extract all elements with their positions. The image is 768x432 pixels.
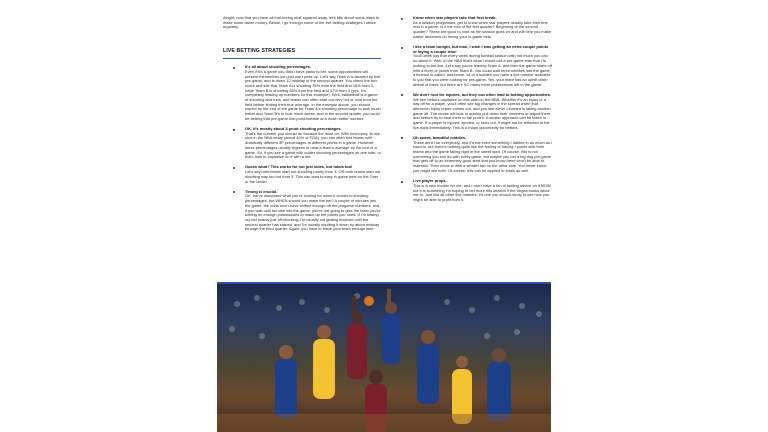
item-body: This is a new frontier for me, and I don't have a ton of betting advice on it NOW, but it is something I'm hoping to bet more this season if the Vegas books allow me to. Just like all other live markets, it's one you should study to see how you might be able to profit from it. <box>413 182 552 202</box>
section-title: LIVE BETTING STRATEGIES <box>223 48 296 55</box>
basketball-scene-icon <box>217 284 551 432</box>
item-body: Let's say both teams start out shooting poorly from 3. OR both teams start out shooting way too hot from 3. This can lead to easy in-game bets on the Over or the Under. <box>245 169 381 184</box>
item-title: We don't root for injuries, but they can often lead to betting opportunities. <box>413 91 552 97</box>
item-title: I like a team tonight, but man, I wish I was getting an extra couple points or laying a couple less! <box>413 44 549 54</box>
item-title: It's all about shooting percentages. <box>245 64 311 70</box>
list-item <box>391 16 553 40</box>
list-item <box>391 45 553 87</box>
left-column <box>223 16 381 238</box>
list-item <box>223 65 381 121</box>
list-item <box>223 190 381 232</box>
item-body: That's the number you should be focused the most on. With how many 3s are shot in the NBA today (about 40% of FGA), you can often find teams with drastically different 3P percentages at different points in a game. However, these percentages usually regress to near a team's average by the end of a game. So, if you see a game with outlier shooting percentages on one side, or both, look to capitalize on it with a bet. <box>245 130 381 160</box>
item-body: As a season progresses, get to know when star players usually take their first rest in a game. Is it the end of the first quarter? Beginning of the second quarter? These are good to note as the season goes on and will help you make easier decisions on timing your in-game bets. <box>413 19 552 39</box>
basketball-game-photo <box>217 284 551 432</box>
list-item <box>391 93 553 131</box>
item-title: Guess what? This works for not just sides, but totals too! <box>245 164 353 170</box>
right-column <box>391 16 553 208</box>
strategy-list-left <box>223 65 381 232</box>
item-body: You'll often say that every week during football season with not much you can do about it. Well, in the NBA that's what I would call a pre-game lean that I'm looking to bet live. Let's say you're leaning Team A, and then the game starts off with a flurry of points from Team B. You could wait three minutes into the game, a timeout is called, and boom, all of a sudden you have a live number available to you that you were looking for pre-game. Yes, your team has an uphill climb ahead of them, but there are SO many more possessions left in the game. <box>413 53 552 87</box>
strategy-list-right <box>391 16 553 203</box>
item-title: Know when star players take that first break. <box>413 15 497 20</box>
item-body: These aren't for everybody, and it's not even something I dabble in as much as I used to, but there's nothing quite like the feeling of having +points with both teams and the game falling right in the sweet spot. Of course, this is not something you can do with every game, but maybe you bet a big dog pre-game that gets off to an extremely good start that you know there won't be able to maintain. Then come in with a smaller bet on the other side. You never know; you might win both. Of course, this can be applied to totals as well. <box>413 139 553 173</box>
item-body: OK, we've discussed what you're looking for when it comes to shooting percentages, but WHEN should you make the bet? A couple of minutes into the game, the odds won't have shifted enough off the pregame numbers, and if you wait until too late into the game, you're not going to give the team you're betting on enough possessions to make up the points you need. If I'm basing my bet mainly just off shooting, I'm usually not getting involved until the second quarter has started, and I'm usually shutting it down by about midway through the third quarter. Again, you have to leave your team enough time. <box>245 193 381 232</box>
list-item <box>223 165 381 184</box>
section-divider <box>223 58 381 59</box>
list-item <box>391 136 553 174</box>
list-item <box>391 179 553 203</box>
item-body: Even if it's a game you didn't have plans to bet, some opportunities will present themselves you just can't pass up. Let's say Team A is favored by five pre-game, and is down 12 midway of the second quarter. You check the box score and see that Team A is shooting 39% from the field and 18% from 3, while Team B is shooting 53% from the field and 47% from 3 (yes, I'm completely making up numbers for this example). Well, basketball is a game of shooting and runs, and teams can often start out very hot or cold from the field before finding their true average. In the example above, you should expect by the end of the game for Team A's shooting percentage to look much better and Team B's to look much worse, and in the second quarter you could be betting that pre-game five-point-favorite at a much better number. <box>245 68 381 121</box>
item-title: Oh sweet, beautiful middles. <box>413 134 467 140</box>
item-title: OK, it's mostly about 3-point shooting percentages. <box>245 126 342 132</box>
list-item <box>223 127 381 160</box>
item-body: We see bettors capitalize on this often in the NBA. Whether it's an injury or a day off for a player, you'll often see big changes in the spread when that afternoon injury report comes out, and you see Kevin Leonard is taking another game off. The books will look to quickly pull down their numbers or adjust them, and bettors try to beat them to the punch. A similar approach can be taken in-game. If a player is injured, ejected, or fouls out, it might not be reflected in the live odds immediately. This is a major opportunity for bettors. <box>413 96 552 130</box>
intro-paragraph: Alright, now that you have all that boring stuff squared away, let's talk about some ways to make some damn money. Below, I go through some of the live betting strategies I utilize regularly. <box>223 15 380 30</box>
item-title: Live player props. <box>413 178 447 184</box>
item-title: Timing is crucial. <box>245 188 278 194</box>
